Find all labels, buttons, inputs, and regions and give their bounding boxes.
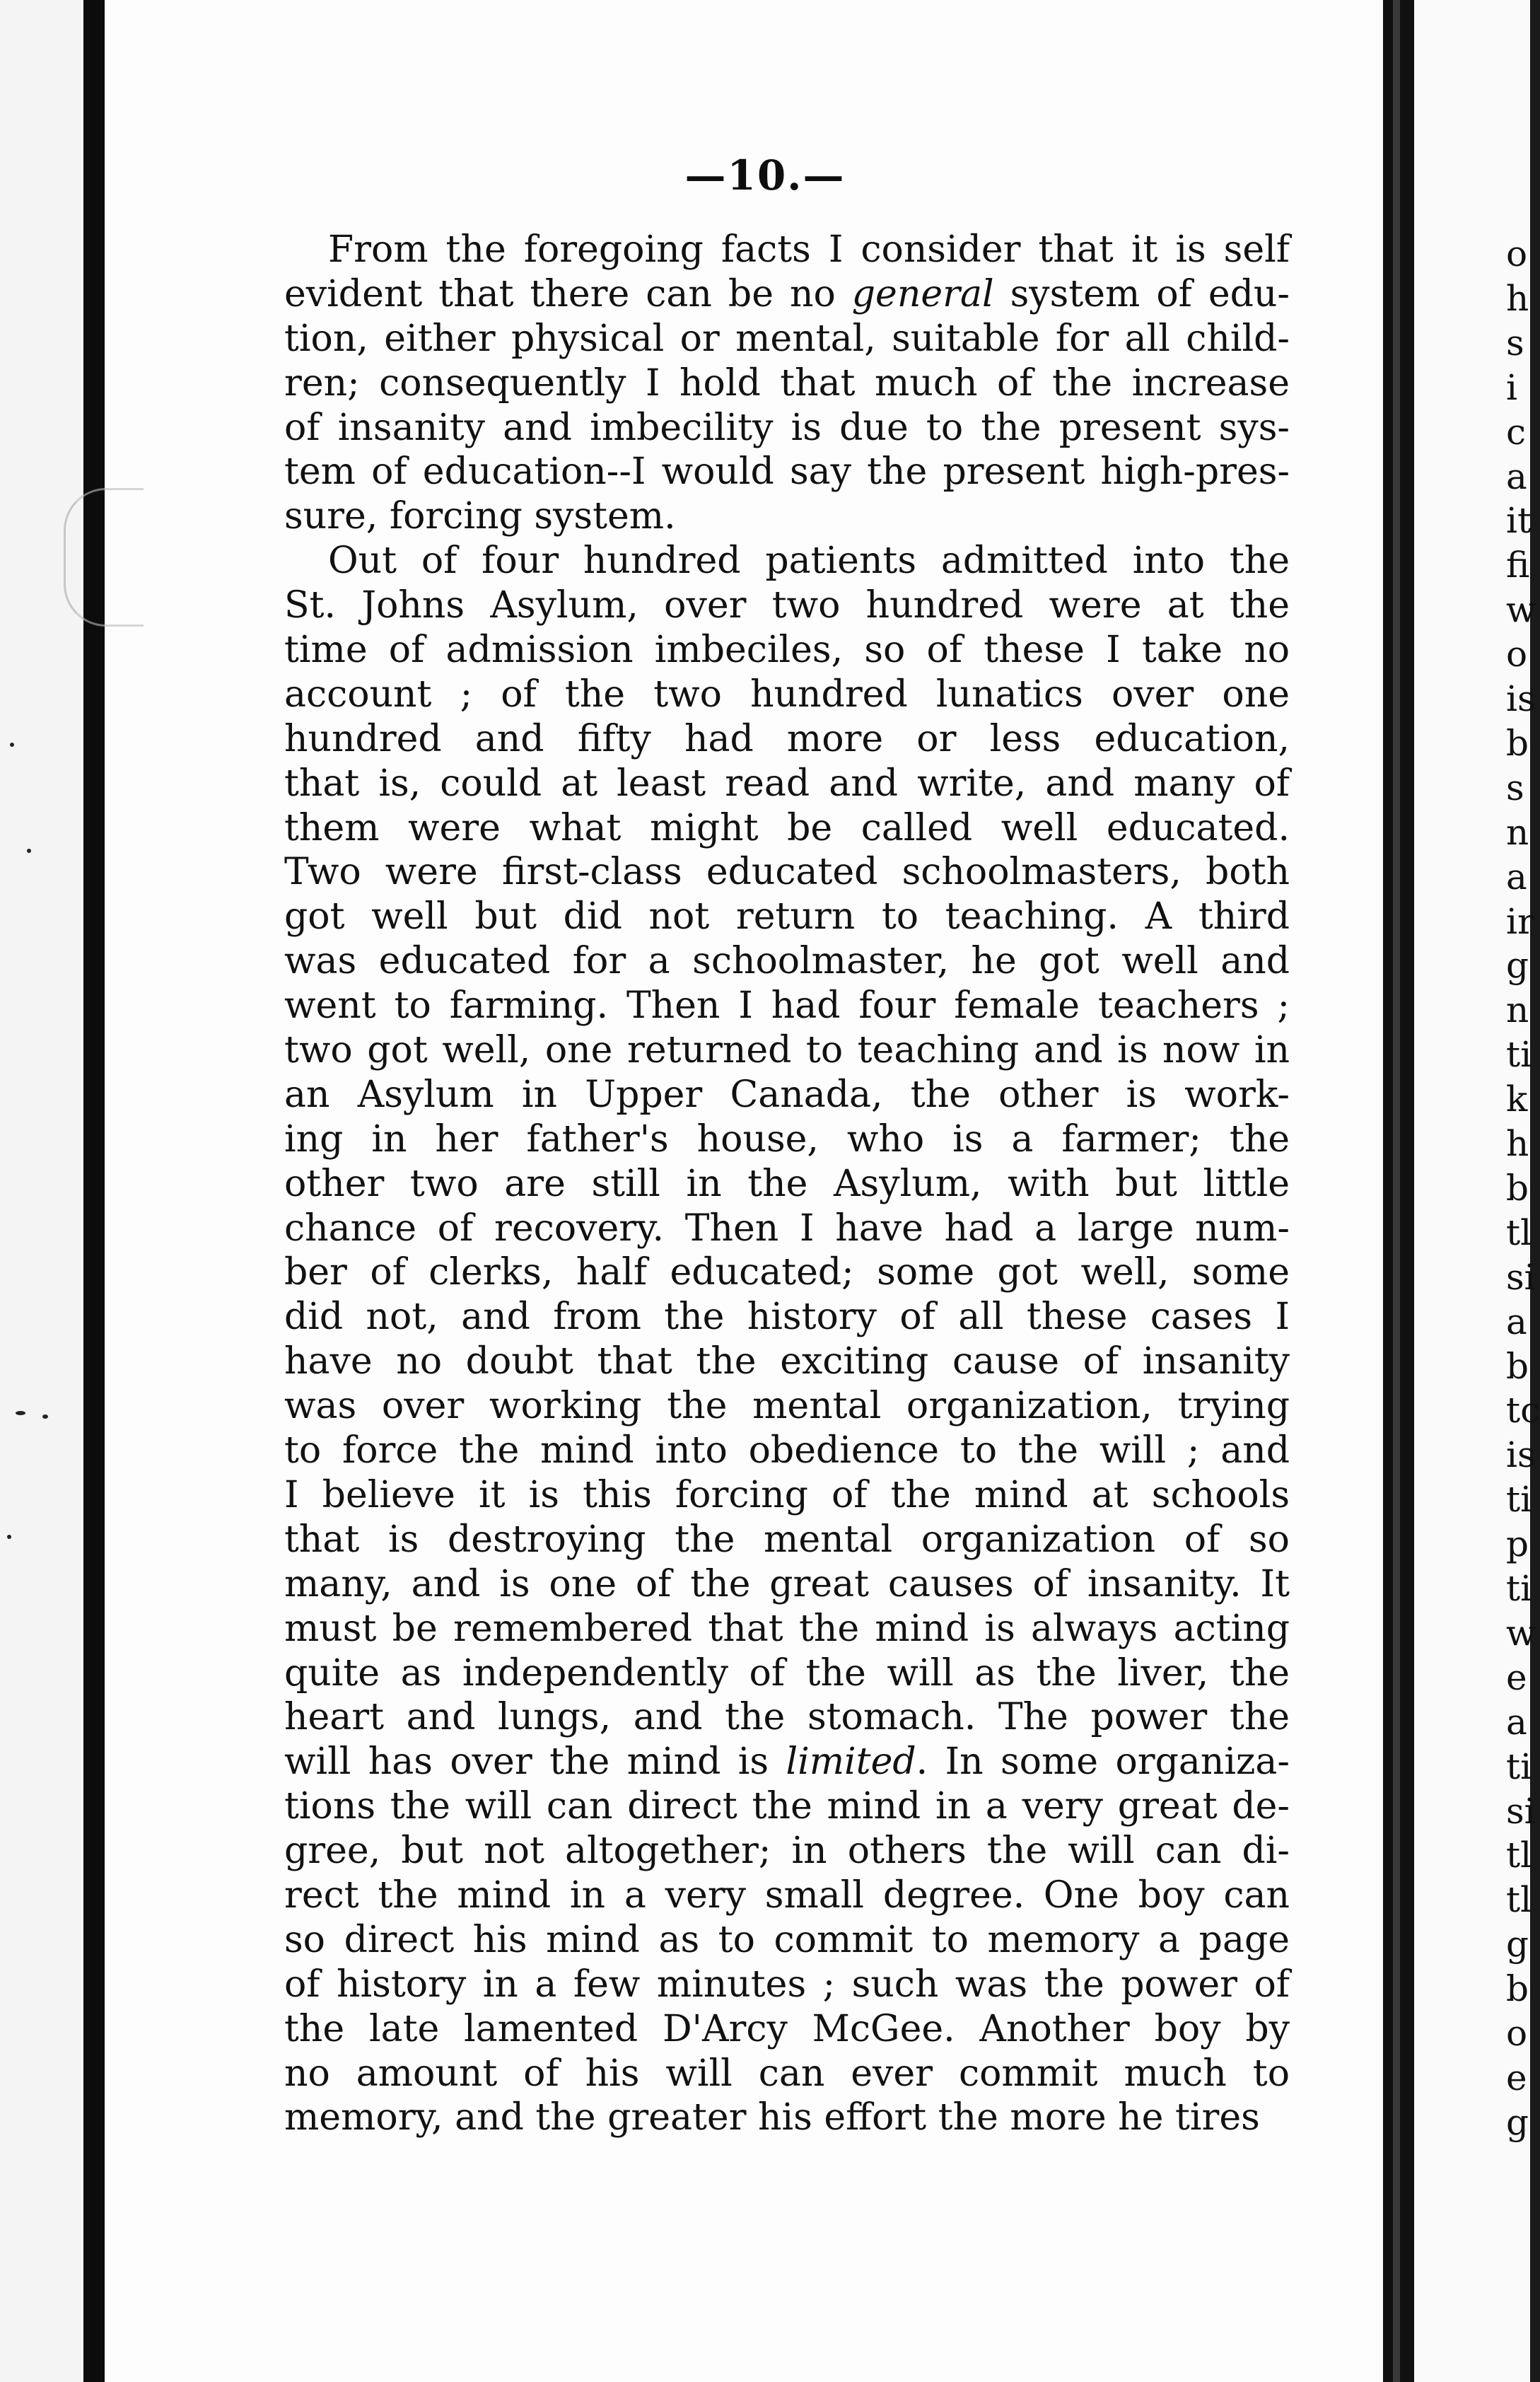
text-line: I believe it is this forcing of the mind at schools (284, 1473, 1290, 1516)
facing-page-fragment: ti (1506, 1479, 1532, 1521)
text-line: so direct his mind as to commit to memory a page (284, 1918, 1290, 1961)
facing-page-fragment: w (1506, 589, 1536, 631)
text-line: quite as independently of the will as the liver, the (284, 1651, 1290, 1695)
facing-page-fragment: w (1506, 1612, 1536, 1654)
ink-speck (27, 849, 31, 853)
text-line: other two are still in the Asylum, with but little (284, 1162, 1290, 1205)
text-line: tem of education--I would say the present high-pres- (284, 451, 1290, 494)
facing-page-fragment: c (1506, 411, 1527, 453)
gutter-shadow (1393, 0, 1400, 2382)
text-line: to force the mind into obedience to the will ; and (284, 1429, 1290, 1472)
facing-page-fragment: o (1506, 2013, 1528, 2054)
facing-page-fragment: ti (1506, 1745, 1532, 1787)
facing-page-fragment: a (1506, 856, 1527, 897)
facing-page-fragment: ti (1506, 1568, 1532, 1609)
text-line: no amount of his will can ever commit much to (284, 2052, 1290, 2095)
text-line: Two were first-class educated schoolmasters, both (284, 851, 1290, 894)
body-text (284, 228, 1290, 2140)
facing-page-fragment: i (1506, 366, 1517, 408)
facing-page-fragment: b (1506, 1167, 1529, 1209)
text-line: rect the mind in a very small degree. One boy can (284, 1873, 1290, 1917)
text-line: an Asylum in Upper Canada, the other is work- (284, 1073, 1290, 1116)
text-line: have no doubt that the exciting cause of insanity (284, 1340, 1290, 1383)
facing-page (1414, 0, 1540, 2382)
facing-page-fragment: a (1506, 1701, 1527, 1743)
facing-page-fragment: g (1506, 1924, 1529, 1965)
text-line: will has over the mind is limited. In some organiza- (284, 1741, 1290, 1784)
text-line: of insanity and imbecility is due to the present sys- (284, 406, 1290, 449)
text-line: St. Johns Asylum, over two hundred were at the (284, 584, 1290, 627)
facing-page-fragment: h (1506, 1123, 1529, 1164)
ink-speck (10, 743, 14, 747)
facing-page-fragment: k (1506, 1079, 1528, 1120)
paragraph-1 (284, 228, 1290, 539)
facing-page-fragment: fi (1506, 545, 1530, 586)
text-line: did not, and from the history of all these cases I (284, 1296, 1290, 1339)
text-line: was educated for a schoolmaster, he got well and (284, 940, 1290, 983)
text-line: memory, and the greater his effort the more he tires (284, 2096, 1260, 2139)
facing-page-fragment: is (1506, 678, 1536, 719)
book-gutter (1383, 0, 1414, 2382)
page-edge-shadow (83, 0, 105, 2382)
pencil-margin-mark (64, 488, 144, 627)
facing-page-fragment: e (1506, 1656, 1527, 1698)
text-line: got well but did not return to teaching. A third (284, 895, 1290, 939)
text-line: heart and lungs, and the stomach. The power the (284, 1696, 1290, 1739)
facing-page-fragment: h (1506, 277, 1529, 319)
text-line: was over working the mental organization, trying (284, 1385, 1290, 1428)
facing-page-fragment: s (1506, 322, 1524, 364)
facing-page-fragment: tl (1506, 1212, 1532, 1253)
page-number: —10.— (684, 151, 846, 199)
facing-page-fragment: si (1506, 1256, 1536, 1298)
text-line: the late lamented D'Arcy McGee. Another boy by (284, 2007, 1290, 2050)
text-line: From the foregoing facts I consider that it is self (328, 228, 1290, 271)
facing-page-fragment: o (1506, 233, 1528, 274)
facing-page-fragment: is (1506, 1434, 1536, 1476)
facing-page-fragment: b (1506, 722, 1529, 764)
text-line: that is, could at least read and write, and many of (284, 762, 1290, 805)
text-line: went to farming. Then I had four female teachers ; (284, 984, 1290, 1028)
text-line: tions the will can direct the mind in a very great de- (284, 1785, 1290, 1828)
text-line: ber of clerks, half educated; some got well, some (284, 1251, 1290, 1294)
facing-page-fragment: g (1506, 2101, 1529, 2143)
text-line: two got well, one returned to teaching and is now in (284, 1029, 1290, 1072)
ink-speck (42, 1414, 48, 1419)
text-line: chance of recovery. Then I have had a large num- (284, 1207, 1290, 1250)
text-line: gree, but not altogether; in others the will can di- (284, 1830, 1290, 1873)
text-line: ing in her father's house, who is a farmer; the (284, 1117, 1290, 1161)
facing-page-fragment: a (1506, 1301, 1527, 1342)
text-line: many, and is one of the great causes of insanity. It (284, 1562, 1290, 1605)
text-line: them were what might be called well educated. (284, 806, 1290, 849)
ink-speck (16, 1411, 25, 1415)
text-line: Out of four hundred patients admitted into the (328, 540, 1290, 583)
text-line: sure, forcing system. (284, 495, 676, 538)
text-line: tion, either physical or mental, suitable for all child- (284, 317, 1290, 360)
text-line: of history in a few minutes ; such was the power of (284, 1963, 1290, 2006)
facing-page-fragment: o (1506, 634, 1528, 675)
facing-page-fragment: g (1506, 945, 1529, 987)
text-line: must be remembered that the mind is always acting (284, 1607, 1290, 1650)
text-line: account ; of the two hundred lunatics over one (284, 673, 1290, 716)
paragraph-2 (284, 539, 1290, 2140)
facing-page-fragment: b (1506, 1968, 1529, 2010)
facing-page-fragment: a (1506, 455, 1527, 497)
text-line: hundred and fifty had more or less education, (284, 717, 1290, 760)
facing-page-fragment: tc (1506, 1390, 1540, 1431)
ink-speck (7, 1535, 11, 1539)
facing-page-fragment: tl (1506, 1835, 1532, 1876)
facing-page-fragment: ti (1506, 1034, 1532, 1076)
text-line: time of admission imbeciles, so of these I take no (284, 629, 1290, 672)
facing-page-fragment: n (1506, 811, 1529, 853)
facing-page-fragment: si (1506, 1790, 1536, 1832)
text-line: that is destroying the mental organization of so (284, 1518, 1290, 1561)
text-line: evident that there can be no general system of edu- (284, 272, 1290, 315)
text-line: ren; consequently I hold that much of the increase (284, 361, 1290, 405)
facing-page-fragment: tl (1506, 1879, 1532, 1921)
facing-page-fragment: e (1506, 2057, 1527, 2098)
facing-page-fragment: it (1506, 500, 1532, 542)
facing-page-fragment: b (1506, 1345, 1529, 1387)
facing-page-fragment: s (1506, 767, 1524, 808)
facing-page-fragment: n (1506, 989, 1529, 1031)
facing-page-fragment: ir (1506, 900, 1534, 942)
left-margin-strip (0, 0, 106, 2382)
facing-page-fragment: p (1506, 1523, 1529, 1565)
